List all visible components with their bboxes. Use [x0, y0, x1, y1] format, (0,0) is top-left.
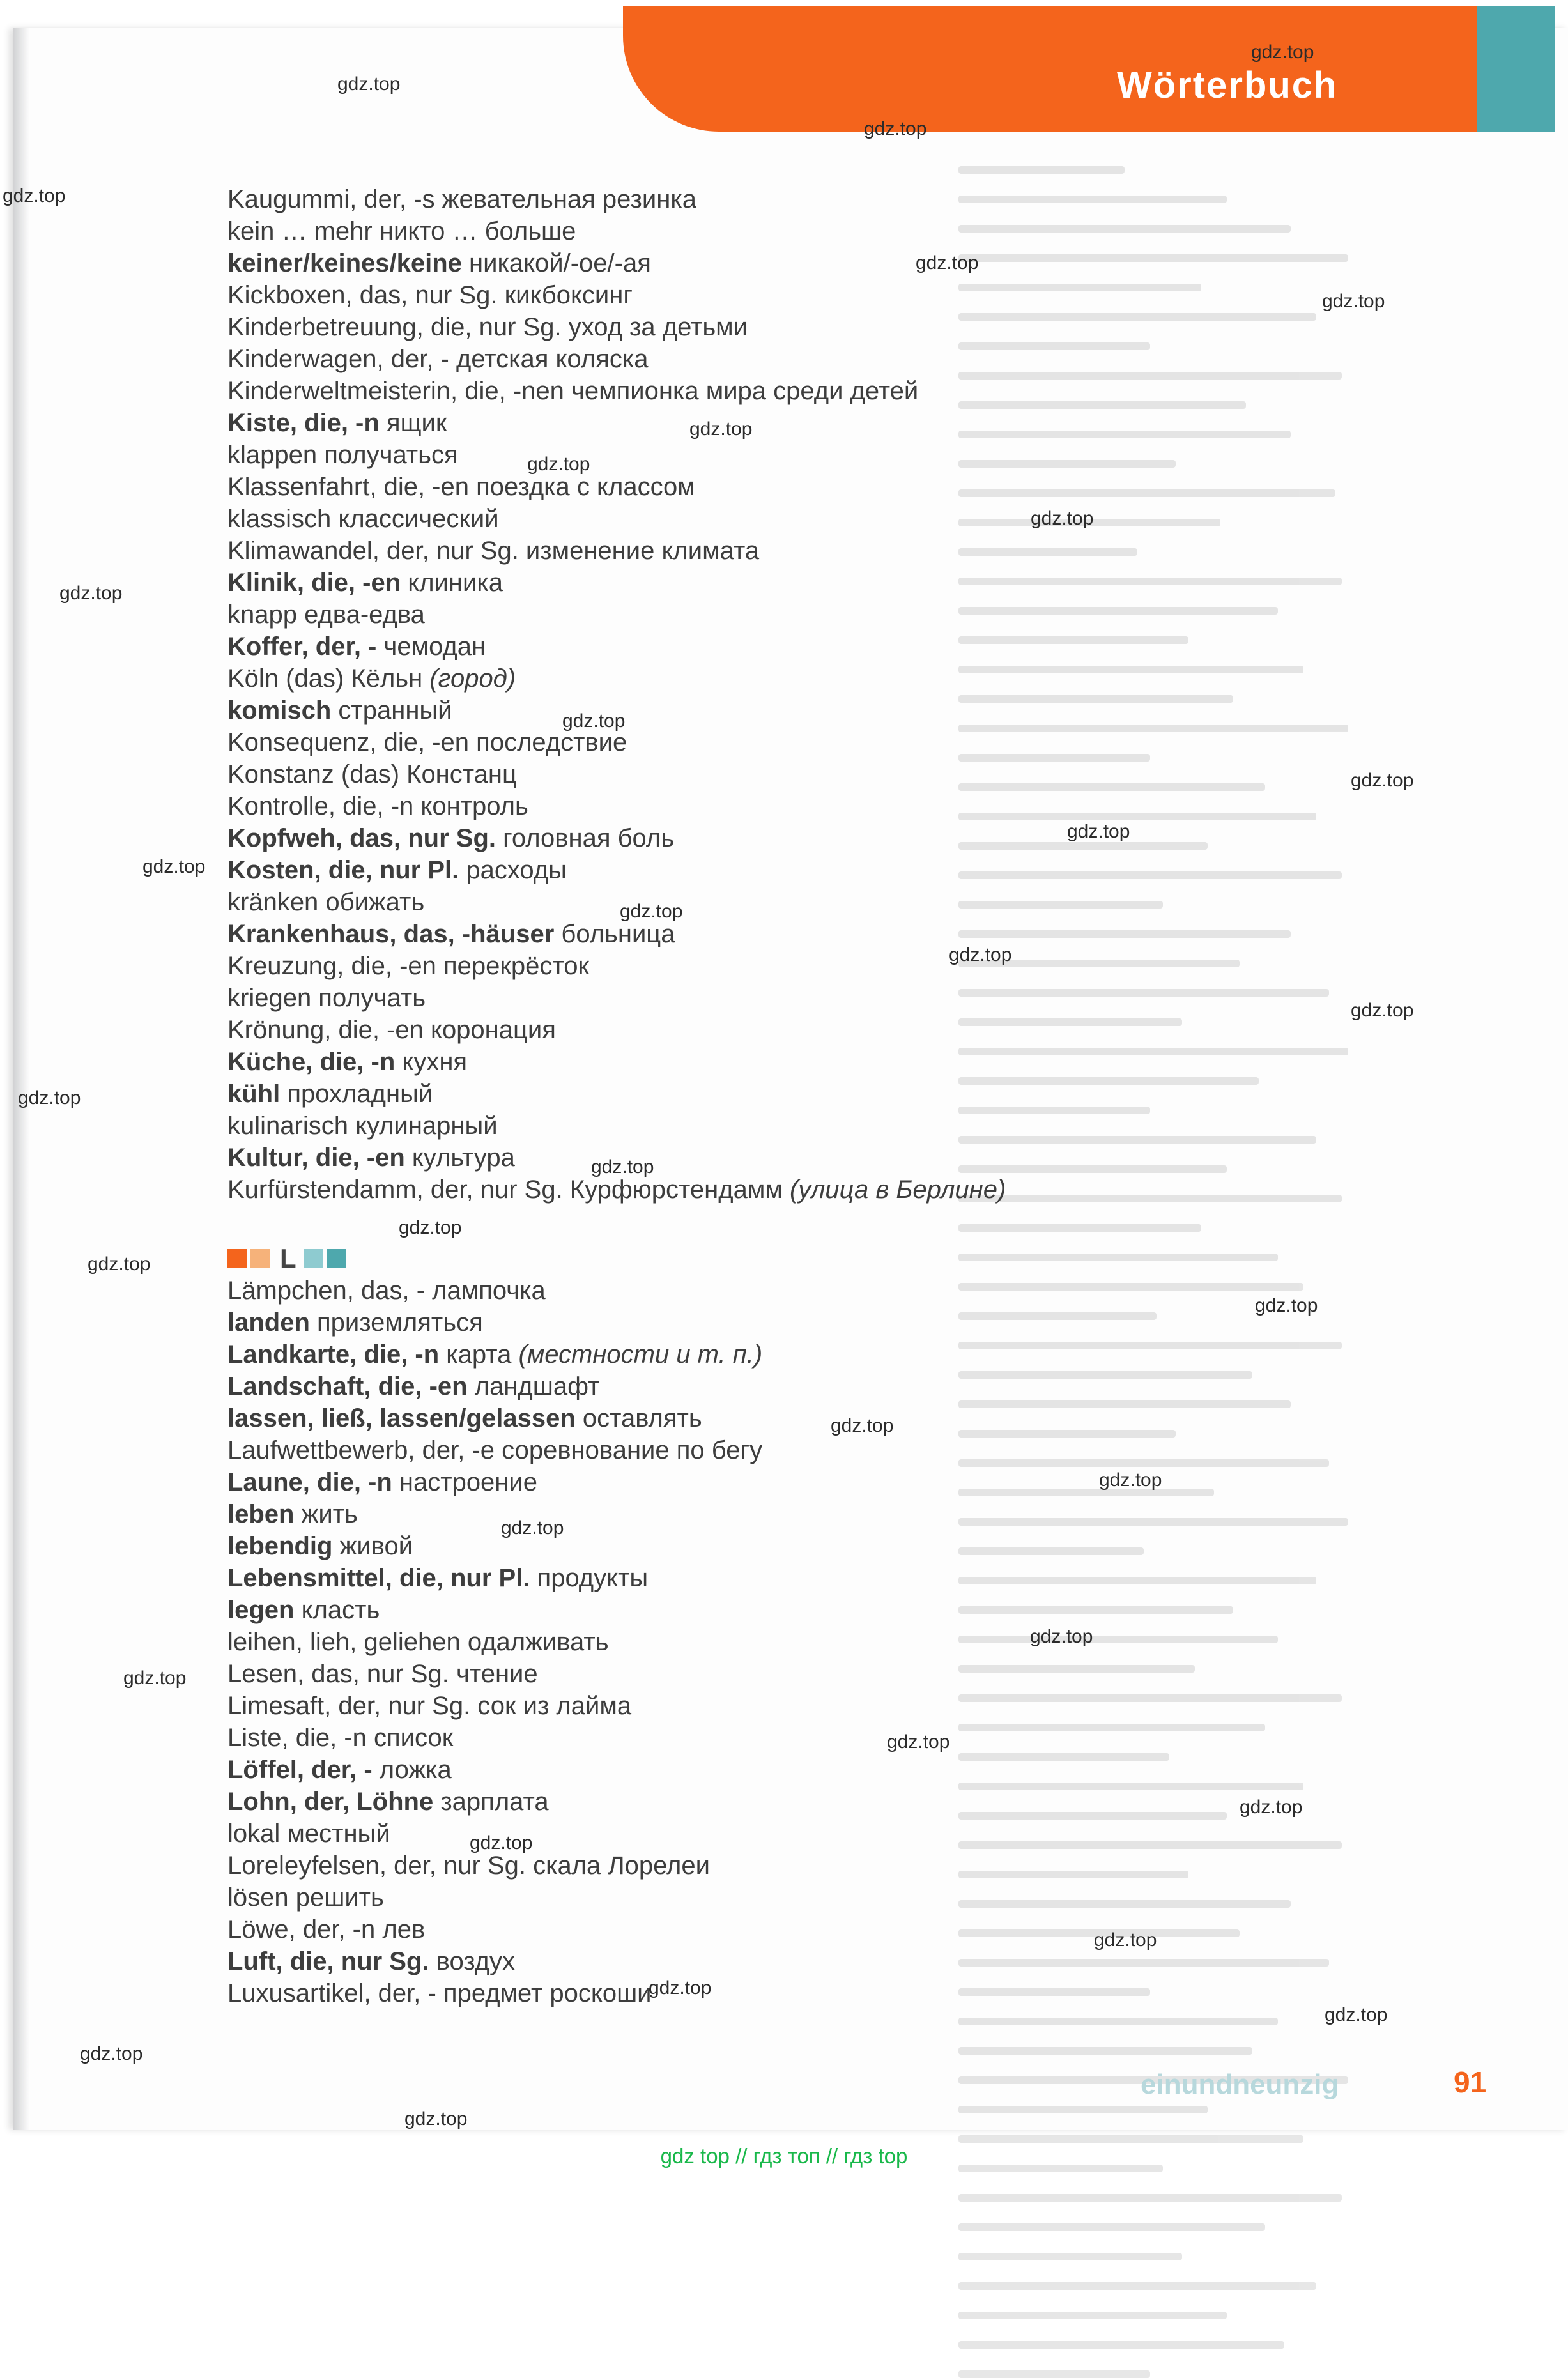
entry-text: больница — [554, 920, 675, 948]
faded-line — [958, 431, 1291, 438]
faded-line — [958, 1606, 1233, 1614]
dictionary-entry — [227, 1530, 762, 1562]
dictionary-entry — [227, 1014, 1006, 1046]
faded-line — [958, 813, 1316, 820]
page-title: Wörterbuch — [1117, 65, 1338, 106]
faded-line — [958, 1783, 1303, 1790]
section-square-1 — [227, 1249, 247, 1268]
dictionary-entry — [227, 1594, 762, 1626]
watermark-text: gdz.top — [949, 944, 1012, 965]
entry-text: кухня — [395, 1048, 468, 1076]
watermark-text: gdz.top — [1099, 1469, 1162, 1491]
faded-line — [958, 1694, 1342, 1702]
faded-line — [958, 225, 1291, 233]
bottom-banner-text[interactable]: gdz top // гдз топ // гдз top — [660, 2144, 908, 2168]
faded-line — [958, 930, 1291, 938]
entry-headword: Löffel, der, - — [227, 1756, 373, 1784]
entry-text: клиника — [401, 569, 503, 597]
entry-text: Klimawandel, der, nur Sg. изменение климата — [227, 537, 760, 565]
faded-line — [958, 1636, 1278, 1643]
watermark-text: gdz.top — [501, 1517, 564, 1538]
dictionary-entry — [227, 1850, 762, 1882]
entry-headword: Küche, die, -n — [227, 1048, 396, 1076]
faded-line — [958, 1312, 1157, 1320]
dictionary-entry — [227, 1078, 1006, 1110]
entry-text: жить — [294, 1500, 358, 1528]
section-letter: L — [280, 1243, 296, 1273]
dictionary-entry — [227, 1690, 762, 1722]
entry-headword: leben — [227, 1500, 295, 1528]
entry-note: (улица в Берлине) — [789, 1176, 1006, 1204]
bleed-through-column — [958, 166, 1367, 1942]
entry-text: головная боль — [496, 824, 675, 852]
faded-line — [958, 1988, 1150, 1996]
entry-text: Lämpchen, das, - лампочка — [227, 1277, 546, 1305]
faded-line — [958, 1812, 1227, 1820]
entry-text: Kinderweltmeisterin, die, -nen чемпионка мира среди детей — [227, 377, 919, 405]
faded-line — [958, 1871, 1188, 1878]
entry-text: карта — [439, 1340, 519, 1369]
faded-line — [958, 254, 1348, 262]
entry-headword: Landkarte, die, -n — [227, 1340, 440, 1369]
faded-line — [958, 2047, 1252, 2055]
entry-headword: Kopfweh, das, nur Sg. — [227, 824, 496, 852]
entry-text: Kinderbetreuung, die, nur Sg. уход за детьми — [227, 313, 748, 341]
dictionary-entry — [227, 950, 1006, 982]
entry-text: kulinarisch кулинарный — [227, 1112, 498, 1140]
dictionary-entry — [227, 1562, 762, 1594]
faded-line — [958, 1224, 1201, 1232]
watermark-text: gdz.top — [88, 1254, 151, 1275]
faded-line — [958, 1283, 1303, 1291]
dictionary-entry — [227, 439, 1006, 471]
entry-text: knapp едва-едва — [227, 601, 425, 629]
dictionary-entry — [227, 1307, 762, 1339]
faded-line — [958, 1459, 1329, 1467]
dictionary-entry — [227, 886, 1006, 918]
dictionary-entry — [227, 1046, 1006, 1078]
faded-line — [958, 2253, 1182, 2260]
watermark-text: gdz.top — [591, 1156, 654, 1177]
entry-text: Kontrolle, die, -n контроль — [227, 792, 528, 820]
dictionary-entry — [227, 822, 1006, 854]
watermark-text: gdz.top — [470, 1832, 533, 1853]
faded-line — [958, 1665, 1195, 1673]
faded-line — [958, 2106, 1208, 2113]
faded-line — [958, 725, 1348, 732]
entry-text: зарплата — [433, 1788, 549, 1816]
faded-line — [958, 2223, 1265, 2231]
faded-line — [958, 1724, 1265, 1731]
watermark-text: gdz.top — [916, 252, 979, 273]
dictionary-entry — [227, 1882, 762, 1914]
faded-line — [958, 578, 1342, 585]
dictionary-entry — [227, 1275, 762, 1307]
faded-line — [958, 2282, 1316, 2290]
entry-text: Löwe, der, -n лев — [227, 1915, 426, 1944]
entry-text: продукты — [530, 1564, 649, 1592]
entry-text: настроение — [392, 1468, 537, 1496]
dictionary-entry — [227, 1110, 1006, 1142]
dictionary-entry — [227, 1339, 762, 1370]
faded-line — [958, 1400, 1291, 1408]
watermark-text: gdz.top — [649, 1977, 712, 1998]
entry-text: Klassenfahrt, die, -en поездка с классом — [227, 473, 695, 501]
dictionary-entry — [227, 503, 1006, 535]
dictionary-entry — [227, 663, 1006, 694]
dictionary-entry — [227, 407, 1006, 439]
watermark-text: gdz.top — [1351, 1000, 1414, 1021]
entry-text: расходы — [459, 856, 567, 884]
faded-line — [958, 989, 1329, 997]
section-square-3 — [304, 1249, 323, 1268]
entry-text: Kreuzung, die, -en перекрёсток — [227, 952, 589, 980]
watermark-text: gdz.top — [562, 710, 626, 732]
entry-text: ландшафт — [467, 1372, 600, 1400]
entry-text: Köln (das) Кёльн — [227, 664, 430, 693]
entry-text: leihen, lieh, geliehen одалживать — [227, 1628, 609, 1656]
entry-text: Laufwettbewerb, der, -e соревнование по бегу — [227, 1436, 763, 1464]
watermark-text: gdz.top — [399, 1217, 462, 1238]
entry-text: kriegen получать — [227, 984, 426, 1012]
watermark-text: gdz.top — [1067, 821, 1130, 842]
entry-text: klassisch классический — [227, 505, 499, 533]
header-orange-tab — [623, 6, 1479, 132]
faded-line — [958, 1489, 1214, 1496]
faded-line — [958, 1959, 1329, 1967]
entry-text: Liste, die, -n список — [227, 1724, 454, 1752]
faded-line — [958, 2194, 1342, 2202]
dictionary-entry — [227, 1945, 762, 1977]
watermark-text: gdz.top — [887, 1731, 950, 1753]
entry-headword: Kiste, die, -n — [227, 409, 380, 437]
faded-line — [958, 1577, 1316, 1584]
watermark-text: gdz.top — [404, 2108, 468, 2129]
dictionary-entry — [227, 599, 1006, 631]
entry-text: приземляться — [309, 1308, 483, 1337]
watermark-text: gdz.top — [1240, 1797, 1303, 1818]
entry-headword: lassen, ließ, lassen/gelassen — [227, 1404, 576, 1432]
dictionary-entry — [227, 1434, 762, 1466]
faded-line — [958, 871, 1342, 879]
watermark-text: gdz.top — [142, 856, 206, 877]
entry-text: kein … mehr никто … больше — [227, 217, 576, 245]
dictionary-entry — [227, 343, 1006, 375]
faded-line — [958, 2312, 1227, 2319]
entry-headword: landen — [227, 1308, 310, 1337]
entry-text: живой — [332, 1532, 413, 1560]
entry-text: оставлять — [575, 1404, 702, 1432]
entry-text: Konsequenz, die, -en последствие — [227, 728, 627, 756]
watermark-text: gdz.top — [831, 1415, 894, 1436]
faded-line — [958, 2018, 1278, 2025]
watermark-text: gdz.top — [337, 73, 401, 95]
entry-headword: kühl — [227, 1080, 281, 1108]
entry-headword: Laune, die, -n — [227, 1468, 392, 1496]
watermark-text: gdz.top — [1251, 42, 1314, 63]
entry-headword: Krankenhaus, das, -häuser — [227, 920, 555, 948]
watermark-text: gdz.top — [3, 185, 66, 206]
dictionary-entry — [227, 854, 1006, 886]
entry-headword: Kosten, die, nur Pl. — [227, 856, 459, 884]
faded-line — [958, 1254, 1278, 1261]
entry-headword: lebendig — [227, 1532, 333, 1560]
watermark-text: gdz.top — [1351, 770, 1414, 791]
entry-text: Konstanz (das) Констанц — [227, 760, 517, 788]
entry-headword: Klinik, die, -en — [227, 569, 401, 597]
dictionary-entry — [227, 535, 1006, 567]
entry-text: чемодан — [376, 633, 486, 661]
entry-headword: Lohn, der, Löhne — [227, 1788, 434, 1816]
entry-text: Kickboxen, das, nur Sg. кикбоксинг — [227, 281, 633, 309]
entry-headword: Landschaft, die, -en — [227, 1372, 468, 1400]
entry-headword: Kultur, die, -en — [227, 1144, 405, 1172]
watermark-text: gdz.top — [1255, 1295, 1318, 1316]
watermark-text: gdz.top — [689, 418, 753, 440]
dictionary-entry — [227, 758, 1006, 790]
entry-text: ящик — [379, 409, 447, 437]
watermark-text: gdz.top — [1030, 1626, 1093, 1647]
page-number-word: einundneunzig — [1141, 2069, 1339, 2100]
watermark-text: gdz.top — [80, 2043, 143, 2064]
entry-headword: Lebensmittel, die, nur Pl. — [227, 1564, 530, 1592]
faded-line — [958, 1841, 1342, 1849]
entry-headword: komisch — [227, 696, 332, 725]
entry-headword: Luft, die, nur Sg. — [227, 1947, 429, 1975]
faded-line — [958, 1547, 1144, 1555]
dictionary-entry — [227, 790, 1006, 822]
entry-text: класть — [294, 1596, 380, 1624]
watermark-text: gdz.top — [527, 454, 590, 475]
entry-text: Krönung, die, -en коронация — [227, 1016, 556, 1044]
entry-text: lokal местный — [227, 1820, 390, 1848]
faded-line — [958, 1342, 1342, 1349]
dictionary-entry — [227, 1626, 762, 1658]
dictionary-entry — [227, 215, 1006, 247]
dictionary-entry — [227, 1174, 1006, 1206]
entry-text: Kaugummi, der, -s жевательная резинка — [227, 185, 696, 213]
watermark-text: gdz.top — [123, 1668, 187, 1689]
faded-line — [958, 313, 1316, 321]
faded-line — [958, 1048, 1348, 1055]
dictionary-entry — [227, 1402, 762, 1434]
dictionary-entry — [227, 567, 1006, 599]
header-teal-block — [1477, 6, 1555, 132]
dictionary-entry — [227, 1914, 762, 1945]
watermark-text: gdz.top — [1031, 508, 1094, 529]
dictionary-entry — [227, 1754, 762, 1786]
entry-headword: keiner/keines/keine — [227, 249, 462, 277]
entry-text: Luxusartikel, der, - предмет роскоши — [227, 1979, 652, 2007]
entries-k — [227, 183, 1006, 1206]
entry-note: (местности и т. п.) — [518, 1340, 763, 1369]
dictionary-entry — [227, 1498, 762, 1530]
section-square-4 — [327, 1249, 346, 1268]
entry-text: никакой/-ое/-ая — [461, 249, 651, 277]
faded-line — [958, 489, 1335, 497]
watermark-text: gdz.top — [1322, 291, 1385, 312]
entry-text: Kurfürstendamm, der, nur Sg. Курфюрстендамм — [227, 1176, 790, 1204]
dictionary-entry — [227, 183, 1006, 215]
dictionary-entry — [227, 375, 1006, 407]
watermark-text: gdz.top — [59, 583, 123, 604]
faded-line — [958, 2341, 1284, 2349]
faded-line — [958, 1371, 1252, 1379]
watermark-text: gdz.top — [1094, 1929, 1157, 1951]
dictionary-entry — [227, 247, 1006, 279]
entry-text: Lesen, das, nur Sg. чтение — [227, 1660, 538, 1688]
entry-text: прохладный — [280, 1080, 433, 1108]
dictionary-entry — [227, 1466, 762, 1498]
faded-line — [958, 1518, 1348, 1526]
dictionary-entry — [227, 1370, 762, 1402]
faded-line — [958, 1753, 1169, 1761]
entry-text: lösen решить — [227, 1883, 384, 1912]
entry-text: Loreleyfelsen, der, nur Sg. скала Лорелеи — [227, 1852, 710, 1880]
entry-text: Limesaft, der, nur Sg. сок из лайма — [227, 1692, 632, 1720]
section-header-l — [227, 1243, 350, 1275]
entry-text: воздух — [429, 1947, 516, 1975]
dictionary-entry — [227, 1786, 762, 1818]
dictionary-entry — [227, 471, 1006, 503]
faded-line — [958, 2370, 1150, 2378]
book-spine-shadow — [13, 28, 29, 2130]
dictionary-entry — [227, 279, 1006, 311]
faded-line — [958, 166, 1125, 174]
entry-text: kränken обижать — [227, 888, 425, 916]
dictionary-entry — [227, 982, 1006, 1014]
section-square-2 — [250, 1249, 270, 1268]
watermark-text: gdz.top — [864, 118, 927, 139]
faded-line — [958, 666, 1303, 673]
dictionary-entry — [227, 1722, 762, 1754]
entries-l — [227, 1275, 762, 2009]
bottom-banner[interactable] — [0, 2140, 1568, 2172]
faded-line — [958, 1195, 1342, 1202]
faded-line — [958, 372, 1342, 380]
entry-text: культура — [404, 1144, 515, 1172]
page-number: 91 — [1454, 2066, 1487, 2099]
faded-line — [958, 1136, 1316, 1144]
faded-line — [958, 1430, 1176, 1438]
faded-line — [958, 1900, 1291, 1908]
entry-text: klappen получаться — [227, 441, 458, 469]
dictionary-entry — [227, 1658, 762, 1690]
dictionary-entry — [227, 918, 1006, 950]
entry-note: (город) — [429, 664, 516, 693]
watermark-text: gdz.top — [620, 901, 683, 922]
entry-headword: legen — [227, 1596, 295, 1624]
entry-text: странный — [331, 696, 452, 725]
entry-text: Kinderwagen, der, - детская коляска — [227, 345, 649, 373]
entry-headword: Koffer, der, - — [227, 633, 377, 661]
dictionary-entry — [227, 631, 1006, 663]
faded-line — [958, 607, 1278, 615]
watermark-text: gdz.top — [1325, 2004, 1388, 2025]
dictionary-entry — [227, 311, 1006, 343]
entry-text: ложка — [372, 1756, 452, 1784]
watermark-text: gdz.top — [18, 1087, 81, 1108]
